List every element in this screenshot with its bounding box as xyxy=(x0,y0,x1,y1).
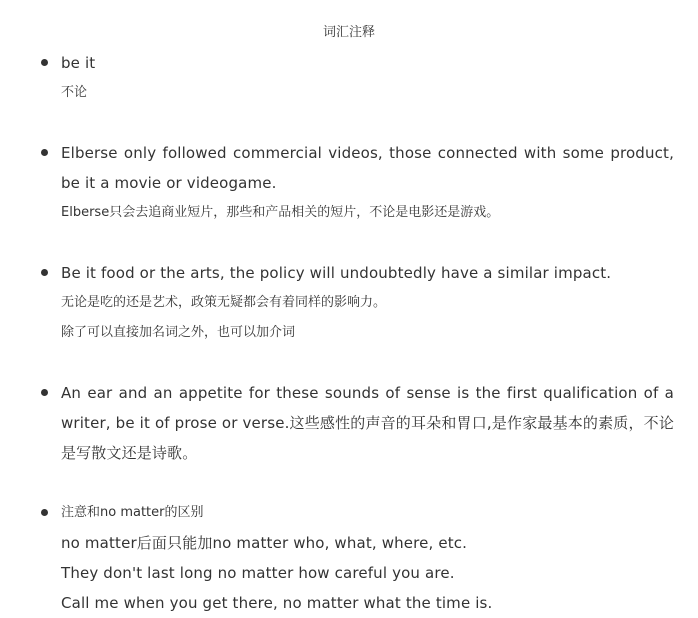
example-sentence: They don't last long no matter how careful you are. xyxy=(61,564,455,582)
usage-note: 除了可以直接加名词之外，也可以加介词 xyxy=(61,325,296,340)
bullet-icon xyxy=(41,149,48,156)
note-item xyxy=(0,378,698,468)
note-translation: 不论 xyxy=(61,85,88,100)
note-item xyxy=(0,258,698,348)
bullet-icon xyxy=(41,269,48,276)
note-item xyxy=(0,138,698,228)
usage-note: no matter后面只能加no matter who, what, where, etc. xyxy=(61,534,468,552)
note-item xyxy=(0,48,698,108)
example-sentence: An ear and an appetite for these sounds of sense is the first qualification of a writer, be it of prose or verse.这些感性的声音的耳朵和胃口,是作家最基本的素质，不论是写散文还是诗歌。 xyxy=(61,384,674,462)
example-sentence: Be it food or the arts, the policy will undoubtedly have a similar impact. xyxy=(61,264,612,282)
bullet-icon xyxy=(41,389,48,396)
page-title: 词汇注释 xyxy=(322,25,375,40)
usage-note-heading: 注意和no matter的区别 xyxy=(61,505,204,520)
bullet-icon xyxy=(41,59,48,66)
example-sentence: Elberse only followed commercial videos, those connected with some product, be it a movie or videogame. xyxy=(61,144,674,192)
note-phrase: be it xyxy=(61,54,96,72)
example-sentence: Call me when you get there, no matter what the time is. xyxy=(61,594,493,612)
example-translation: Elberse只会去追商业短片，那些和产品相关的短片，不论是电影还是游戏。 xyxy=(61,205,500,220)
example-translation: 无论是吃的还是艺术，政策无疑都会有着同样的影响力。 xyxy=(61,295,387,310)
bullet-icon xyxy=(41,509,48,516)
note-item xyxy=(0,498,698,618)
notes-list xyxy=(0,48,698,618)
